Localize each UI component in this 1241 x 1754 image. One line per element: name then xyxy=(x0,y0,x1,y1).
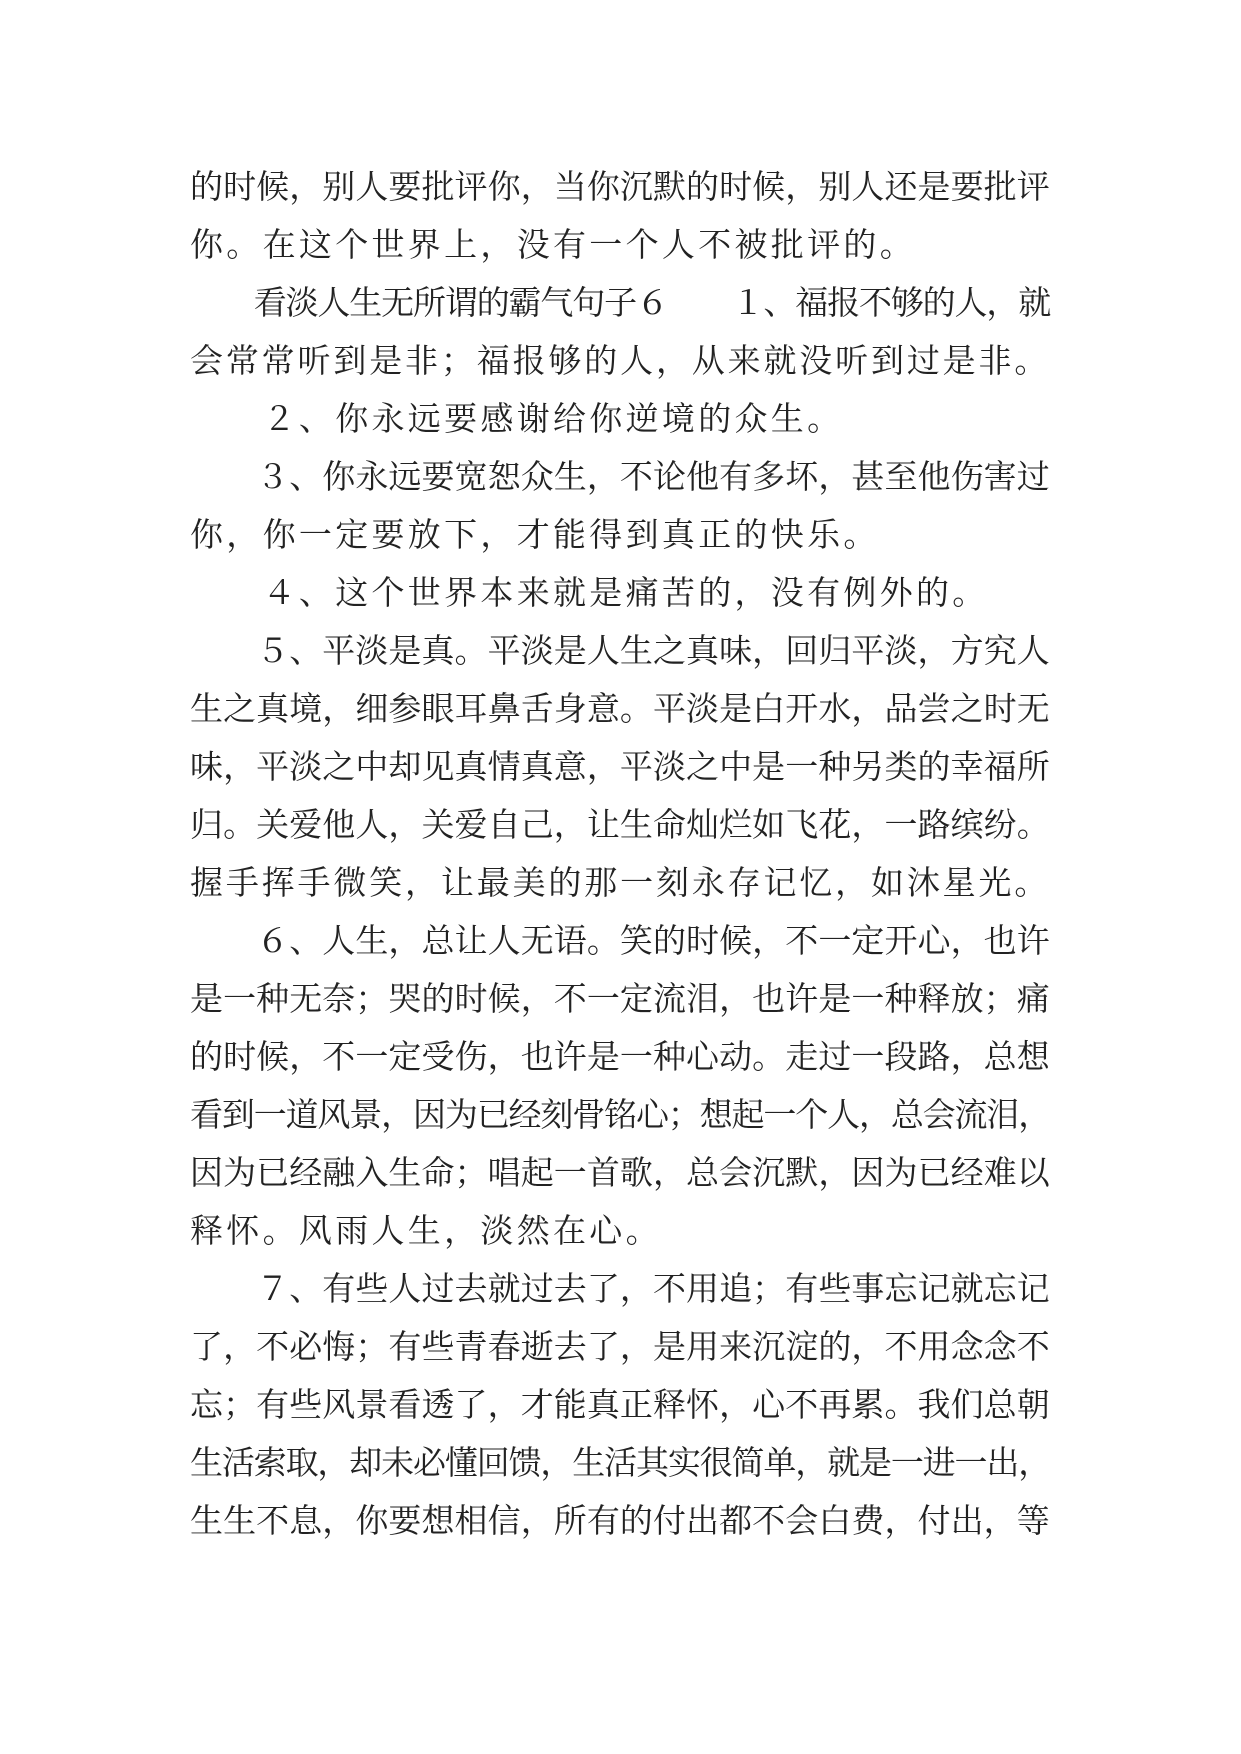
text-line: 生生不息，你要想相信，所有的付出都不会白费，付出，等 xyxy=(190,1501,1050,1540)
text-line: ２、你永远要感谢给你逆境的众生。 xyxy=(190,399,844,438)
paragraph-7 xyxy=(190,912,1050,1260)
paragraph-1 xyxy=(190,158,1050,274)
paragraph-4 xyxy=(190,448,1050,564)
text-line: 因为已经融入生命；唱起一首歌，总会沉默，因为已经难以 xyxy=(190,1153,1050,1192)
text-line: 了，不必悔；有些青春逝去了，是用来沉淀的，不用念念不 xyxy=(190,1327,1050,1366)
text-line: 看到一道风景，因为已经刻骨铭心；想起一个人，总会流泪， xyxy=(190,1095,1051,1134)
text-line: ４、这个世界本来就是痛苦的，没有例外的。 xyxy=(190,573,989,612)
text-line: 握手挥手微笑，让最美的那一刻永存记忆，如沐星光。 xyxy=(190,863,1051,902)
text-line: 生之真境，细参眼耳鼻舌身意。平淡是白开水，品尝之时无 xyxy=(190,689,1050,728)
text-line: 忘；有些风景看透了，才能真正释怀，心不再累。我们总朝 xyxy=(190,1385,1050,1424)
text-line: 你。在这个世界上，没有一个人不被批评的。 xyxy=(190,225,916,264)
document-body xyxy=(190,158,1050,1550)
text-line: ３、你永远要宽恕众生，不论他有多坏，甚至他伤害过 xyxy=(190,457,1050,496)
text-line: 味，平淡之中却见真情真意，平淡之中是一种另类的幸福所 xyxy=(190,747,1050,786)
text-line: 归。关爱他人，关爱自己，让生命灿烂如飞花，一路缤纷。 xyxy=(190,805,1050,844)
text-line: 看淡人生无所谓的霸气句子６ １、福报不够的人，就 xyxy=(190,283,1051,322)
paragraph-6 xyxy=(190,622,1050,912)
paragraph-2 xyxy=(190,274,1050,390)
text-line: ６、人生，总让人无语。笑的时候，不一定开心，也许 xyxy=(190,921,1050,960)
text-line: 会常常听到是非；福报够的人，从来就没听到过是非。 xyxy=(190,341,1051,380)
text-line: 释怀。风雨人生，淡然在心。 xyxy=(190,1211,662,1250)
text-line: 是一种无奈；哭的时候，不一定流泪，也许是一种释放；痛 xyxy=(190,979,1050,1018)
paragraph-5 xyxy=(190,564,1050,622)
text-line: 生活索取，却未必懂回馈，生活其实很简单，就是一进一出， xyxy=(190,1443,1051,1482)
paragraph-3 xyxy=(190,390,1050,448)
text-line: 的时候，别人要批评你，当你沉默的时候，别人还是要批评 xyxy=(190,167,1050,206)
text-line: 的时候，不一定受伤，也许是一种心动。走过一段路，总想 xyxy=(190,1037,1050,1076)
text-line: 你，你一定要放下，才能得到真正的快乐。 xyxy=(190,515,880,554)
paragraph-8 xyxy=(190,1260,1050,1550)
text-line: ５、平淡是真。平淡是人生之真味，回归平淡，方究人 xyxy=(190,631,1050,670)
text-line: ７、有些人过去就过去了，不用追；有些事忘记就忘记 xyxy=(190,1269,1050,1308)
